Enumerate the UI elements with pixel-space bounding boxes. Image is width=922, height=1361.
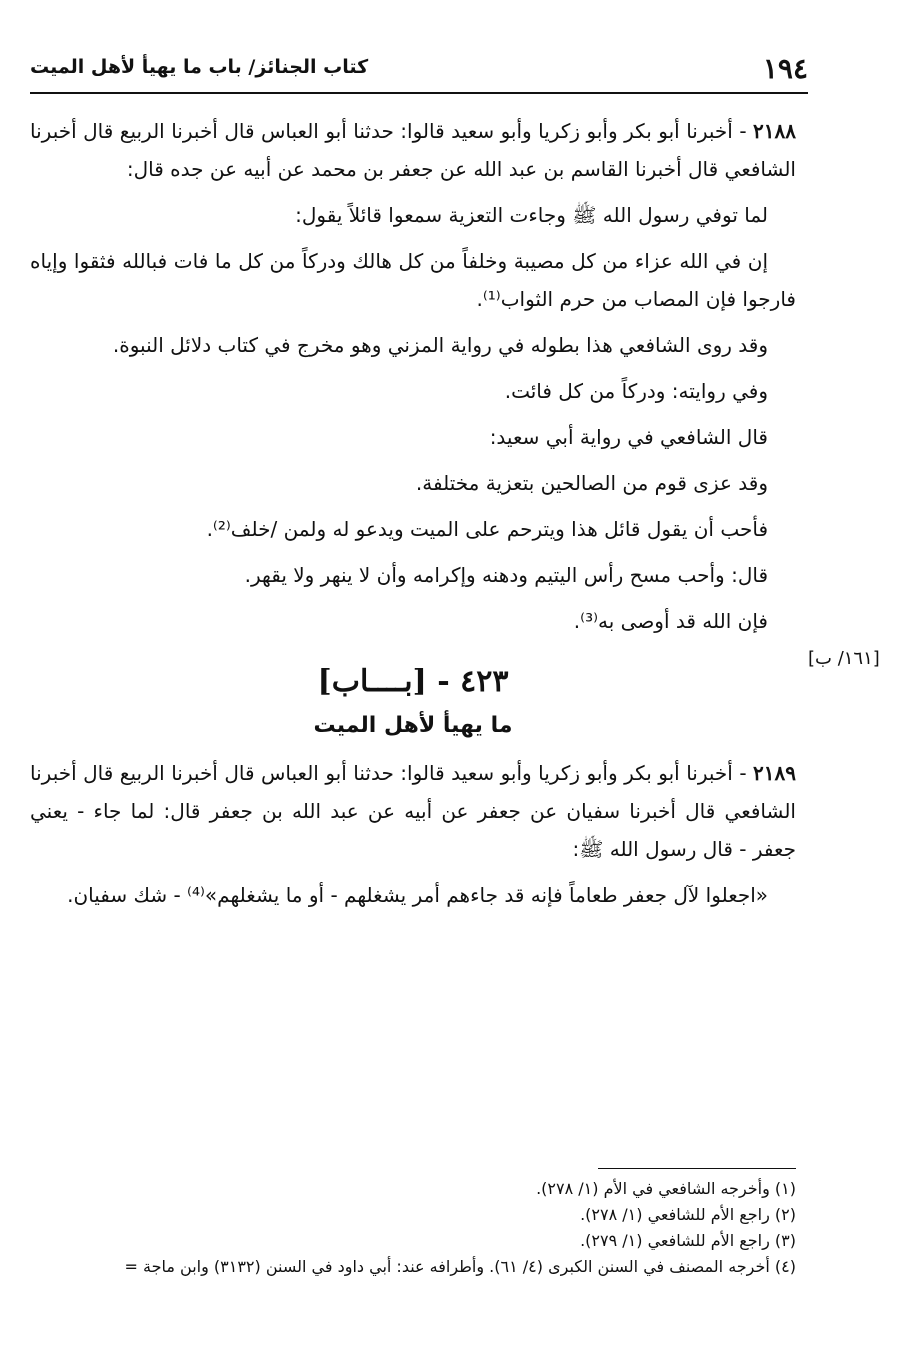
running-title: كتاب الجنائز/ باب ما يهيأ لأهل الميت [30,56,369,78]
footnote: (١) وأخرجه الشافعي في الأم (١/ ٢٧٨). [536,1179,796,1198]
main-text [30,112,796,922]
hadith-2188-isnad: ٢١٨٨ - أخبرنا أبو بكر وأبو زكريا وأبو سعيد قالوا: حدثنا أبو العباس قال أخبرنا الربيع قال أخبرنا الشافعي قال أخبرنا القاسم بن عبد الله عن جعفر بن محمد عن أبيه عن جده قال: [30,119,796,181]
paragraph: وقد روى الشافعي هذا بطوله في رواية المزني وهو مخرج في كتاب دلائل النبوة. [112,333,768,357]
footnote: (٣) راجع الأم للشافعي (١/ ٢٧٩). [580,1231,796,1250]
paragraph: فأحب أن يقول قائل هذا ويترحم على الميت ويدعو له ولمن /خلف⁽²⁾. [206,517,768,541]
page-header [30,48,808,90]
paragraph: «اجعلوا لآل جعفر طعاماً فإنه قد جاءهم أمر يشغلهم - أو ما يشغلهم»⁽⁴⁾ - شك سفيان. [67,883,768,907]
paragraph: قال الشافعي في رواية أبي سعيد: [489,425,768,449]
page-number: ١٩٤ [762,52,808,85]
paragraph: قال: وأحب مسح رأس اليتيم ودهنه وإكرامه وأن لا ينهر ولا يقهر. [244,563,768,587]
paragraph: وقد عزى قوم من الصالحين بتعزية مختلفة. [415,471,768,495]
footnote: (٤) أخرجه المصنف في السنن الكبرى (٤/ ٦١). وأطرافه عند: أبي داود في السنن (٣١٣٢) وابن ماجة = [124,1257,796,1276]
paragraph: فإن الله قد أوصى به⁽³⁾. [573,609,768,633]
header-divider [30,92,808,94]
paragraph: لما توفي رسول الله ﷺ وجاءت التعزية سمعوا قائلاً يقول: [295,203,768,227]
chapter-title: ما يهيأ لأهل الميت [313,713,513,738]
hadith-number: ٢١٨٩ [753,761,796,785]
chapter-heading: ٤٢٣ - [بــــاب] [317,664,509,699]
footnotes [30,1176,796,1280]
hadith-number: ٢١٨٨ [753,119,796,143]
paragraph: إن في الله عزاء من كل مصيبة وخلفاً من كل هالك ودركاً من كل ما فات فبالله فثقوا وإياه فارجوا فإن المصاب من حرم الثواب⁽¹⁾. [30,249,796,311]
footnote: (٢) راجع الأم للشافعي (١/ ٢٧٨). [580,1205,796,1224]
hadith-2189-isnad: ٢١٨٩ - أخبرنا أبو بكر وأبو زكريا وأبو سعيد قالوا: حدثنا أبو العباس قال أخبرنا الربيع قال أخبرنا الشافعي قال أخبرنا سفيان عن جعفر عن أبيه عن عبد الله بن جعفر قال: لما جاء - يعني جعفر - قال رسول الله ﷺ: [30,761,796,861]
paragraph: وفي روايته: ودركاً من كل فائت. [504,379,768,403]
manuscript-folio-note: [١٦١/ ب] [808,648,880,669]
footnote-divider [598,1168,796,1169]
